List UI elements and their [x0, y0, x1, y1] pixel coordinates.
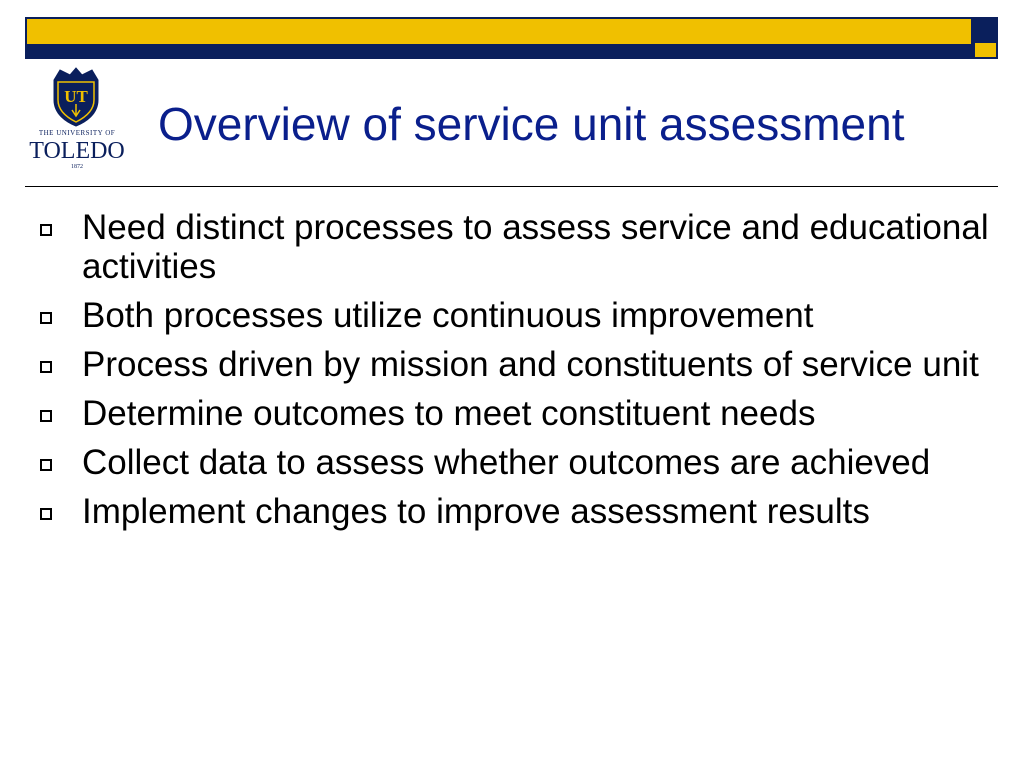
bullet-item [40, 345, 1000, 384]
shield-icon [50, 66, 102, 128]
logo-university-of: THE UNIVERSITY OF [38, 129, 116, 137]
svg-text:UT: UT [64, 87, 88, 106]
hollow-square-bullet-icon [40, 224, 52, 236]
bullet-text: Implement changes to improve assessment results [82, 492, 870, 531]
bullet-item [40, 394, 1000, 433]
hollow-square-bullet-icon [40, 508, 52, 520]
logo-toledo: TOLEDO [29, 138, 125, 164]
slide-title: Overview of service unit assessment [158, 98, 905, 150]
university-logo [22, 66, 132, 174]
logo-year: 1872 [71, 164, 83, 170]
bullet-list [40, 208, 1000, 541]
corner-block-bottom [973, 41, 998, 59]
bullet-item [40, 296, 1000, 335]
hollow-square-bullet-icon [40, 410, 52, 422]
bullet-text: Both processes utilize continuous improvement [82, 296, 814, 335]
bullet-text: Determine outcomes to meet constituent needs [82, 394, 816, 433]
title-divider [25, 186, 998, 187]
bullet-item [40, 443, 1000, 482]
header-banner-stripe [27, 44, 971, 57]
hollow-square-bullet-icon [40, 312, 52, 324]
hollow-square-bullet-icon [40, 459, 52, 471]
header-banner [25, 17, 973, 59]
corner-block-top [973, 17, 998, 41]
bullet-text: Collect data to assess whether outcomes are achieved [82, 443, 931, 482]
bullet-item [40, 208, 1000, 286]
bullet-text: Process driven by mission and constituents of service unit [82, 345, 979, 384]
hollow-square-bullet-icon [40, 361, 52, 373]
bullet-item [40, 492, 1000, 531]
bullet-text: Need distinct processes to assess service and educational activities [82, 208, 989, 286]
